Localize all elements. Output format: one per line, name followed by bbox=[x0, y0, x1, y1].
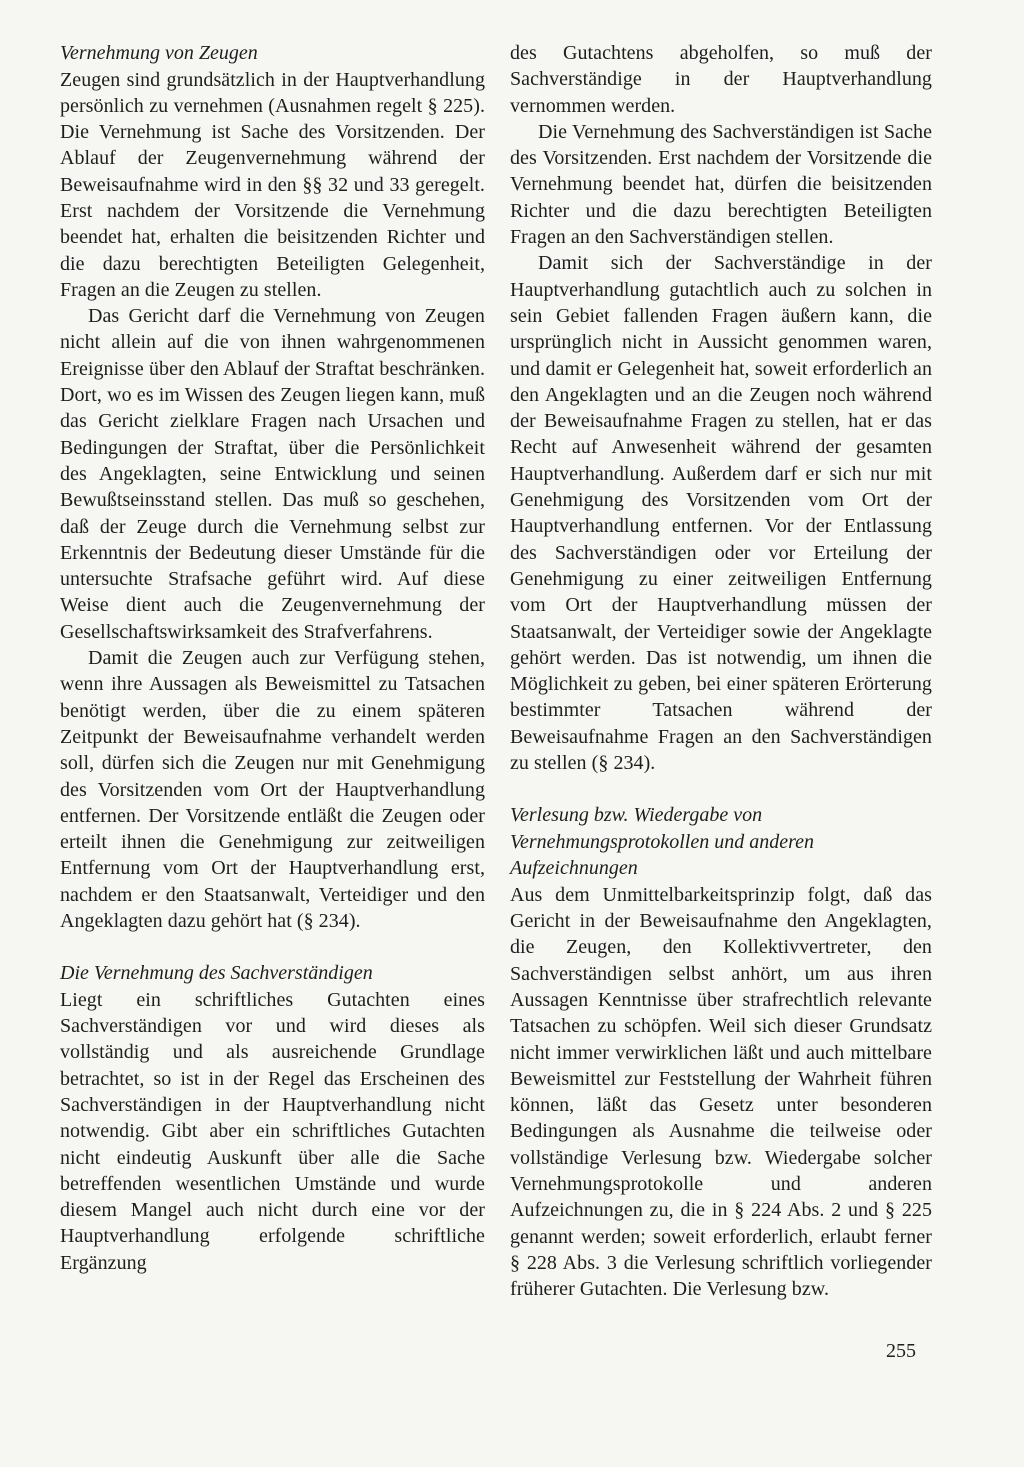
paragraph: Damit sich der Sachverständige in der Hauptverhandlung gutachtlich auch zu solchen in sein Gebiet fallenden Fragen äußern kann, die ursprünglich nicht in Aussicht genommen waren, und damit er Gelegenheit hat, soweit erforderlich an den Angeklagten und an die Zeugen noch während der Beweisaufnahme Fragen zu stellen, hat er das Recht auf Anwesenheit während der gesamten Hauptverhandlung. Außerdem darf er sich nur mit Genehmigung des Vorsitzenden vom Ort der Hauptverhandlung entfernen. Vor der Entlassung des Sachverständigen oder vor Erteilung der Genehmigung zu einer zeitweiligen Entfernung vom Ort der Hauptverhandlung müssen der Staatsanwalt, der Verteidiger sowie der Angeklagte gehört werden. Das ist notwendig, um ihnen die Möglichkeit zu geben, bei einer späteren Erörterung bestimmter Tatsachen während der Beweisaufnahme Fragen an den Sachverständigen zu stellen (§ 234). bbox=[510, 252, 932, 775]
section-spacer bbox=[60, 934, 485, 960]
paragraph: Zeugen sind grundsätzlich in der Hauptverhandlung persönlich zu vernehmen (Ausnahmen regelt § 225). Die Vernehmung ist Sache des Vorsitzenden. Der Ablauf der Zeugenvernehmung während der Beweisaufnahme wird in den §§ 32 und 33 geregelt. Erst nachdem der Vorsitzende die Vernehmung beendet hat, erhalten die beisitzenden Richter und die dazu berechtigten Beteiligten Gelegenheit, Fragen an die Zeugen zu stellen. bbox=[60, 68, 485, 301]
paragraph: Aus dem Unmittelbarkeitsprinzip folgt, daß das Gericht in der Beweisaufnahme den Angeklagten, die Zeugen, den Kollektivvertreter, den Sachverständigen selbst anhört, um aus ihren Aussagen Kenntnisse über strafrechtlich relevante Tatsachen zu schöpfen. Weil sich dieser Grundsatz nicht immer verwirklichen läßt und auch mittelbare Beweismittel zur Feststellung der Wahrheit führen können, läßt das Gesetz unter besonderen Bedingungen als Ausnahme die teilweise oder vollständige Verlesung bzw. Wiedergabe solcher Vernehmungsprotokolle und anderen Aufzeichnungen zu, die in § 224 Abs. 2 und § 225 genannt werden; soweit erforderlich, erlaubt ferner § 228 Abs. 3 die Verlesung schriftlich vorliegender früherer Gutachten. Die Verlesung bzw. bbox=[510, 883, 932, 1301]
section-heading-vernehmung-des-sachverstaendigen: Die Vernehmung des Sachverständigen bbox=[60, 962, 373, 985]
left-column bbox=[60, 40, 485, 1276]
section-heading-vernehmung-von-zeugen: Vernehmung von Zeugen bbox=[60, 42, 258, 64]
paragraph: Die Vernehmung des Sachverständigen ist Sache des Vorsitzenden. Erst nachdem der Vorsitzende die Vernehmung beendet hat, dürfen die beisitzenden Richter und die dazu berechtigten Beteiligten Fragen an den Sachverständigen stellen. bbox=[510, 120, 932, 249]
paragraph: Das Gericht darf die Vernehmung von Zeugen nicht allein auf die von ihnen wahrgenommenen Ereignisse über den Ablauf der Straftat beschränken. Dort, wo es im Wissen des Zeugen liegen kann, muß das Gericht zielklare Fragen nach Ursachen und Bedingungen der Straftat, über die Persönlichkeit des Angeklagten, seine Entwicklung und seinen Bewußtseinsstand stellen. Das muß so geschehen, daß der Zeuge durch die Vernehmung selbst zur Erkenntnis der Bedeutung dieser Umstände für die untersuchte Strafsache geführt wird. Auf diese Weise dient auch die Zeugenvernehmung der Gesellschaftswirksamkeit des Strafverfahrens. bbox=[60, 305, 485, 643]
paragraph: des Gutachtens abgeholfen, so muß der Sachverständige in der Hauptverhandlung vernommen werden. bbox=[510, 42, 932, 117]
paragraph: Liegt ein schriftliches Gutachten eines Sachverständigen vor und wird dieses als vollständig und als ausreichende Grundlage betrachtet, so ist in der Regel das Erscheinen des Sachverständigen in der Hauptverhandlung nicht notwendig. Gibt aber ein schriftliches Gutachten nicht eindeutig Auskunft über alle die Sache betreffenden wesentlichen Umstände und wurde diesem Mangel auch nicht durch eine vor der Hauptverhandlung erfolgende schriftliche Ergänzung bbox=[60, 988, 485, 1274]
section-spacer bbox=[510, 776, 932, 802]
section-heading-verlesung: Verlesung bzw. Wiedergabe von Vernehmungsprotokollen und anderen Aufzeichnungen bbox=[510, 804, 815, 880]
page-number: 255 bbox=[886, 1340, 916, 1362]
right-column bbox=[510, 40, 932, 1303]
paragraph: Damit die Zeugen auch zur Verfügung stehen, wenn ihre Aussagen als Beweismittel zu Tatsachen benötigt werden, über die zu einem späteren Zeitpunkt der Beweisaufnahme verhandelt werden soll, dürfen sich die Zeugen nur mit Genehmigung des Vorsitzenden vom Ort der Hauptverhandlung entfernen. Der Vorsitzende entläßt die Zeugen oder erteilt ihnen die Genehmigung zur zeitweiligen Entfernung vom Ort der Hauptverhandlung erst, nachdem er den Staatsanwalt, Verteidiger und den Angeklagten dazu gehört hat (§ 234). bbox=[60, 647, 485, 932]
